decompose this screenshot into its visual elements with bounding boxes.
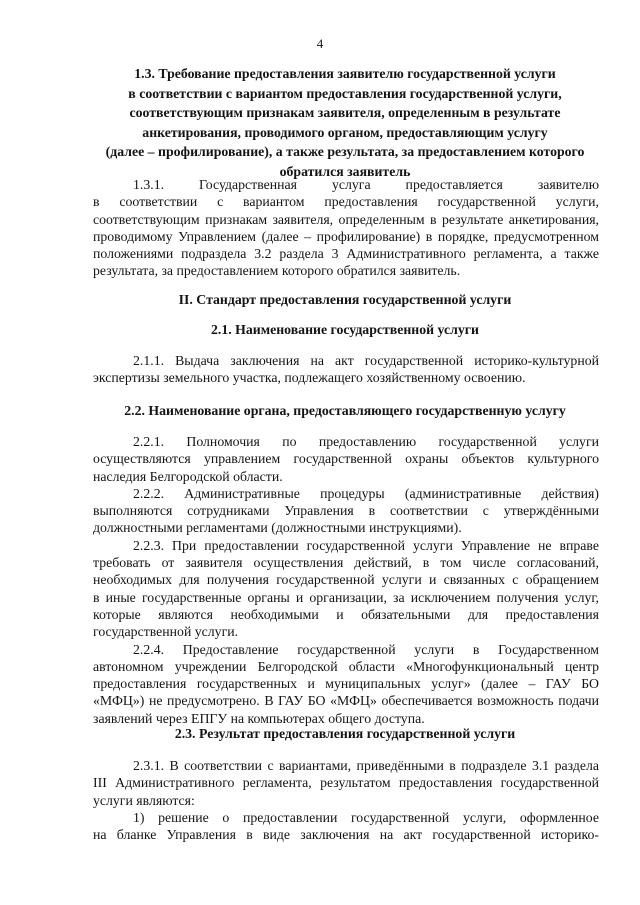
paragraph-line: положениями подраздела 3.2 раздела 3 Административного регламента, а также bbox=[93, 246, 599, 262]
paragraph-line: услуги являются: bbox=[93, 792, 195, 808]
paragraph-line: результата, за предоставлением которого обратился заявитель. bbox=[93, 263, 461, 279]
paragraph-line: наследия Белгородской области. bbox=[93, 468, 283, 484]
paragraph-line: государственной услуги. bbox=[93, 624, 239, 640]
list-item-line: 1) решение о предоставлении государственной услуги, оформленное bbox=[133, 809, 599, 825]
paragraph-line: в иные государственные органы и организации, за исключением получения услуг, bbox=[93, 589, 599, 605]
heading-line: анкетирования, проводимого органом, предоставляющим услугу bbox=[142, 124, 548, 140]
paragraph-line: соответствующим признакам заявителя, определенным в результате анкетирования, bbox=[93, 211, 599, 227]
paragraph-line: 2.2.3. При предоставлении государственной услуги Управление не вправе bbox=[133, 537, 599, 553]
paragraph-line: 1.3.1. Государственная услуга предоставляется заявителю bbox=[133, 177, 599, 192]
heading-line: (далее – профилирование), а также результата, за предоставлением которого bbox=[105, 144, 585, 159]
paragraph-line: «МФЦ») не предусмотрено. В ГАУ БО «МФЦ» обеспечивается возможность подачи bbox=[93, 693, 599, 709]
section-2-2-heading bbox=[90, 401, 600, 421]
paragraph-line: необходимых для получения государственной услуги и связанных с обращением bbox=[93, 572, 599, 588]
page-number: 4 bbox=[316, 36, 324, 51]
heading-line: 2.2. Наименование органа, предоставляющего государственную услугу bbox=[124, 403, 566, 418]
paragraph-line: 2.1.1. Выдача заключения на акт государственной историко-культурной bbox=[133, 353, 599, 368]
heading-line: 2.1. Наименование государственной услуги bbox=[210, 322, 480, 337]
paragraph-line: которые являются необходимыми и обязательными для предоставления bbox=[93, 606, 599, 622]
paragraphs-2-2 bbox=[93, 433, 599, 727]
paragraph-line: выполняются сотрудниками Управления в соответствии с утверждёнными bbox=[93, 503, 599, 519]
heading-line: обратился заявитель bbox=[279, 163, 411, 179]
section-2-heading bbox=[90, 290, 600, 310]
paragraph-line: автономном учреждении Белгородской области «Многофункциональный центр bbox=[93, 658, 599, 674]
paragraph-line: 2.2.2. Административные процедуры (административные действия) bbox=[133, 485, 599, 501]
heading-line: 1.3. Требование предоставления заявителю государственной услуги bbox=[134, 66, 556, 81]
paragraph-2-3-1 bbox=[93, 757, 599, 843]
paragraph-line: должностными регламентами (должностными инструкциями). bbox=[93, 520, 462, 536]
heading-line: в соответствии с вариантом предоставления государственной услуги, bbox=[128, 85, 562, 101]
paragraph-line: 2.3.1. В соответствии с вариантами, приведёнными в подразделе 3.1 раздела bbox=[133, 758, 599, 773]
paragraph-line: требовать от заявителя осуществления действий, в том числе согласований, bbox=[93, 555, 599, 571]
paragraph-line: 2.2.1. Полномочия по предоставлению государственной услуги bbox=[133, 434, 599, 449]
paragraph-line: проводимому Управлением (далее – профилирование) в порядке, предусмотренном bbox=[93, 228, 599, 244]
paragraph-2-1-1 bbox=[93, 352, 599, 387]
paragraph-1-3-1 bbox=[93, 176, 599, 280]
heading-line: 2.3. Результат предоставления государственной услуги bbox=[174, 726, 516, 741]
paragraph-line: III Административного регламента, результатом предоставления государственной bbox=[93, 775, 599, 791]
paragraph-line: экспертизы земельного участка, подлежащего хозяйственному освоению. bbox=[93, 370, 526, 386]
paragraph-line: 2.2.4. Предоставление государственной услуги в Государственном bbox=[133, 641, 599, 657]
section-2-3-heading bbox=[90, 724, 600, 744]
heading-line: соответствующим признакам заявителя, определенным в результате bbox=[129, 105, 561, 120]
paragraph-line: предоставления государственных и муниципальных услуг» (далее – ГАУ БО bbox=[93, 676, 599, 692]
section-2-1-heading bbox=[90, 320, 600, 340]
list-item-line: на бланке Управления в виде заключения на акт государственной историко- bbox=[93, 827, 599, 843]
paragraph-line: в соответствии с вариантом предоставления государственной услуги, bbox=[93, 194, 599, 210]
paragraph-line: заявлений через ЕПГУ на компьютерах общего доступа. bbox=[93, 710, 425, 726]
paragraph-line: осуществляются управлением государственной охраны объектов культурного bbox=[93, 451, 599, 467]
section-1-3-heading bbox=[90, 64, 600, 181]
heading-line: II. Стандарт предоставления государственной услуги bbox=[178, 292, 512, 307]
